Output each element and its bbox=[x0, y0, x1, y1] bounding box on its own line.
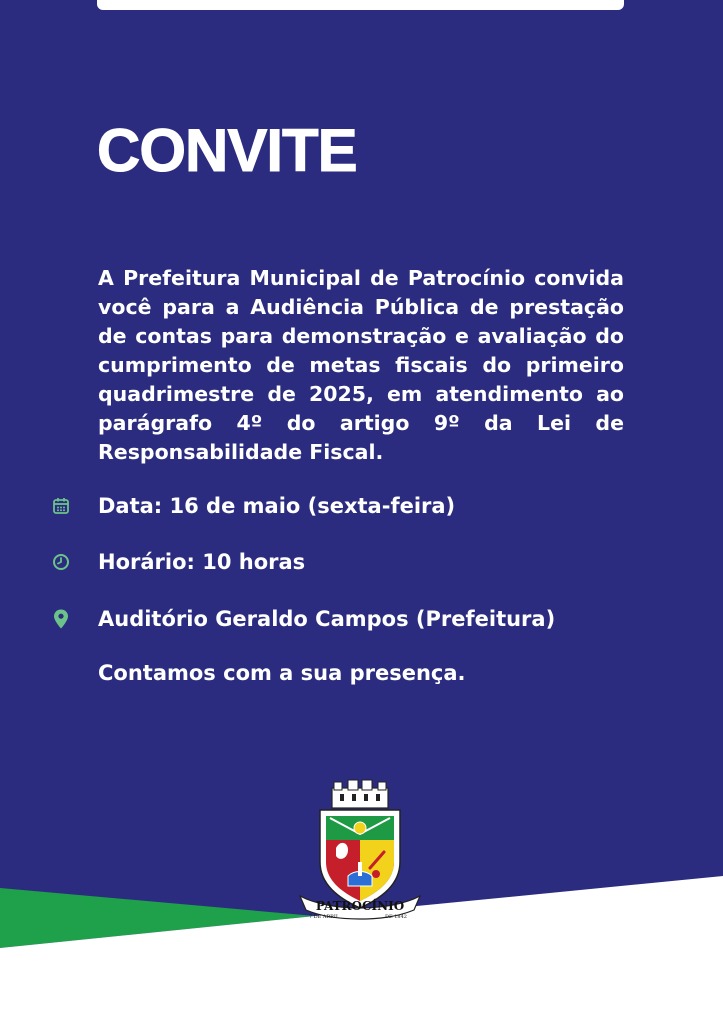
location-pin-icon bbox=[50, 608, 72, 630]
location-label: Auditório Geraldo Campos (Prefeitura) bbox=[98, 607, 556, 631]
closing-message: Contamos com a sua presença. bbox=[98, 661, 466, 685]
clock-icon bbox=[50, 551, 72, 573]
detail-date bbox=[50, 491, 455, 521]
city-coat-of-arms-logo bbox=[290, 778, 430, 928]
crest-date-left: 7 DE ABRIL bbox=[308, 914, 340, 920]
crest-name: PATROCÍNIO bbox=[315, 899, 405, 913]
page-title: CONVITE bbox=[97, 117, 357, 184]
detail-time bbox=[50, 547, 305, 577]
calendar-icon bbox=[50, 495, 72, 517]
crest-date-right: DE 1842 bbox=[385, 914, 407, 920]
time-label: Horário: 10 horas bbox=[98, 550, 306, 574]
date-label: Data: 16 de maio (sexta-feira) bbox=[98, 494, 456, 518]
top-white-bar bbox=[97, 0, 624, 10]
detail-location bbox=[50, 604, 555, 634]
invitation-text: A Prefeitura Municipal de Patrocínio convida você para a Audiência Pública de prestação de contas para demonstração e avaliação do cumprimento de metas fiscais do primeiro quadrimestre de 2025, em atendimento ao parágrafo 4º do artigo 9º da Lei de Responsabilidade Fiscal. bbox=[98, 266, 624, 464]
